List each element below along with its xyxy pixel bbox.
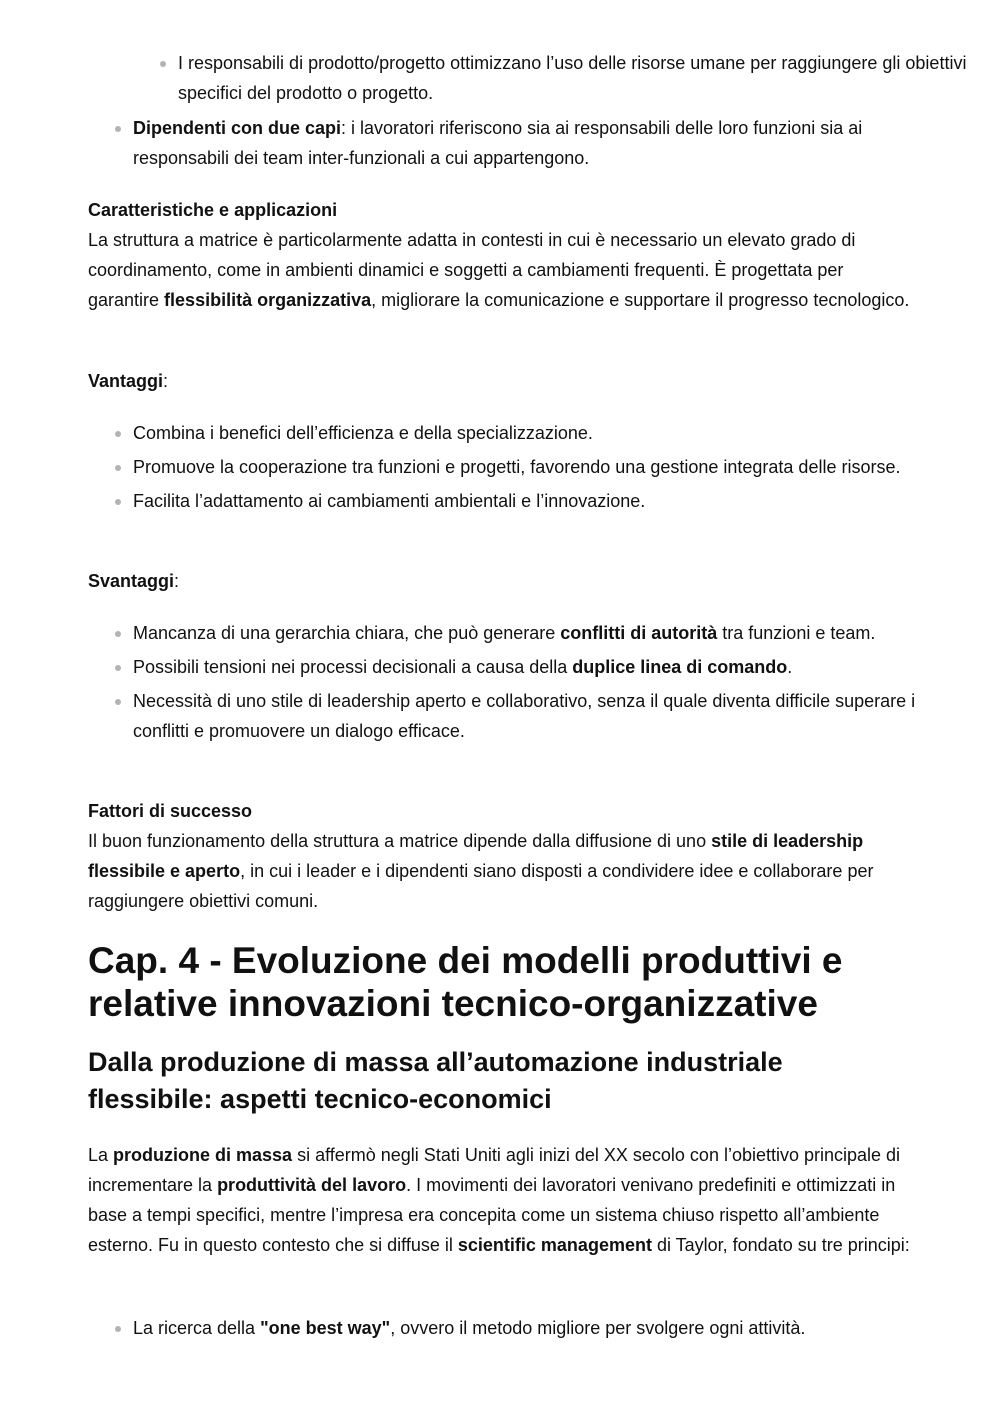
bullet-list <box>88 113 959 173</box>
vantaggi-label <box>88 366 168 396</box>
nested-bullet-list <box>88 48 1000 108</box>
bold-text: "one best way" <box>260 1318 391 1338</box>
bold-text: duplice linea di comando <box>572 657 788 677</box>
colon: : <box>163 371 169 391</box>
caratteristiche-paragraph <box>88 195 914 315</box>
list-item-text: , ovvero il metodo migliore per svolgere ogni attività. <box>390 1318 806 1338</box>
list-item <box>133 452 959 482</box>
bold-text: conflitti di autorità <box>560 623 718 643</box>
fattori-paragraph <box>88 796 914 916</box>
list-item-text: Necessità di uno stile di leadership aperto e collaborativo, senza il quale diventa difficile superare i conflitti e promuovere un dialogo efficace. <box>133 691 916 741</box>
list-item-bold: Dipendenti con due capi <box>133 118 342 138</box>
svantaggi-list <box>88 618 959 746</box>
list-item-text: La ricerca della <box>133 1318 261 1338</box>
list-item-text: Combina i benefici dell’efficienza e della specializzazione. <box>133 423 593 443</box>
paragraph-text: La struttura a matrice è particolarmente adatta in contesti in cui è necessario un elevato grado di coordinamento, come in ambienti dinamici e soggetti a cambiamenti frequenti. È progettata per garantire <box>88 230 856 310</box>
list-item <box>133 418 959 448</box>
list-item <box>133 1313 959 1343</box>
svantaggi-label <box>88 566 179 596</box>
list-item-text: . <box>787 657 793 677</box>
list-item-text: : i lavoratori riferiscono sia ai responsabili delle loro funzioni sia ai responsabili dei team inter-funzionali a cui appartengono. <box>133 118 863 168</box>
paragraph-text: si affermò negli Stati Uniti agli inizi del XX secolo con l’obiettivo principale di incrementare la <box>88 1145 901 1195</box>
chapter-title: Cap. 4 - Evoluzione dei modelli produttivi e relative innovazioni tecnico-organizzative <box>88 940 843 1024</box>
bold-text: produttività del lavoro <box>217 1175 407 1195</box>
list-item-text: Possibili tensioni nei processi decisionali a causa della <box>133 657 573 677</box>
list-item-text: Mancanza di una gerarchia chiara, che può generare <box>133 623 561 643</box>
bold-text: produzione di massa <box>113 1145 293 1165</box>
paragraph-text: La <box>88 1145 114 1165</box>
colon: : <box>174 571 180 591</box>
paragraph-text: di Taylor, fondato su tre principi: <box>651 1235 910 1255</box>
intro-paragraph <box>88 1140 914 1260</box>
bold-text: scientific management <box>457 1235 652 1255</box>
list-item-text: Facilita l’adattamento ai cambiamenti ambientali e l’innovazione. <box>133 491 646 511</box>
list-item <box>178 48 1000 108</box>
svantaggi-heading: Svantaggi <box>88 571 175 591</box>
vantaggi-heading: Vantaggi <box>88 371 164 391</box>
list-item-text: tra funzioni e team. <box>717 623 876 643</box>
list-item-text: I responsabili di prodotto/progetto ottimizzano l’uso delle risorse umane per raggiungere gli obiettivi specifici del prodotto o progetto. <box>178 53 967 103</box>
list-item <box>133 486 959 516</box>
list-item <box>133 686 959 746</box>
paragraph-text: Il buon funzionamento della struttura a matrice dipende dalla diffusione di uno <box>88 831 712 851</box>
section-title: Dalla produzione di massa all’automazione industriale flessibile: aspetti tecnico-economici <box>88 1047 783 1114</box>
paragraph-text: . I movimenti dei lavoratori venivano predefiniti e ottimizzati in base a tempi specifici, mentre l’impresa era concepita come un sistema chiuso rispetto all’ambiente esterno. Fu in questo contesto che si diffuse il <box>88 1175 896 1255</box>
caratteristiche-heading: Caratteristiche e applicazioni <box>88 200 338 220</box>
list-item <box>133 652 959 682</box>
bold-text: flessibilità organizzativa <box>164 290 372 310</box>
principi-list <box>88 1313 959 1343</box>
fattori-heading: Fattori di successo <box>88 801 253 821</box>
paragraph-text: , migliorare la comunicazione e supportare il progresso tecnologico. <box>371 290 910 310</box>
list-item-text: Promuove la cooperazione tra funzioni e progetti, favorendo una gestione integrata delle risorse. <box>133 457 901 477</box>
bold-text: stile di leadership flessibile e aperto <box>88 831 864 881</box>
list-item <box>133 618 959 648</box>
vantaggi-list <box>88 418 959 516</box>
paragraph-text: , in cui i leader e i dipendenti siano disposti a condividere idee e collaborare per raggiungere obiettivi comuni. <box>88 861 874 911</box>
list-item <box>133 113 959 173</box>
